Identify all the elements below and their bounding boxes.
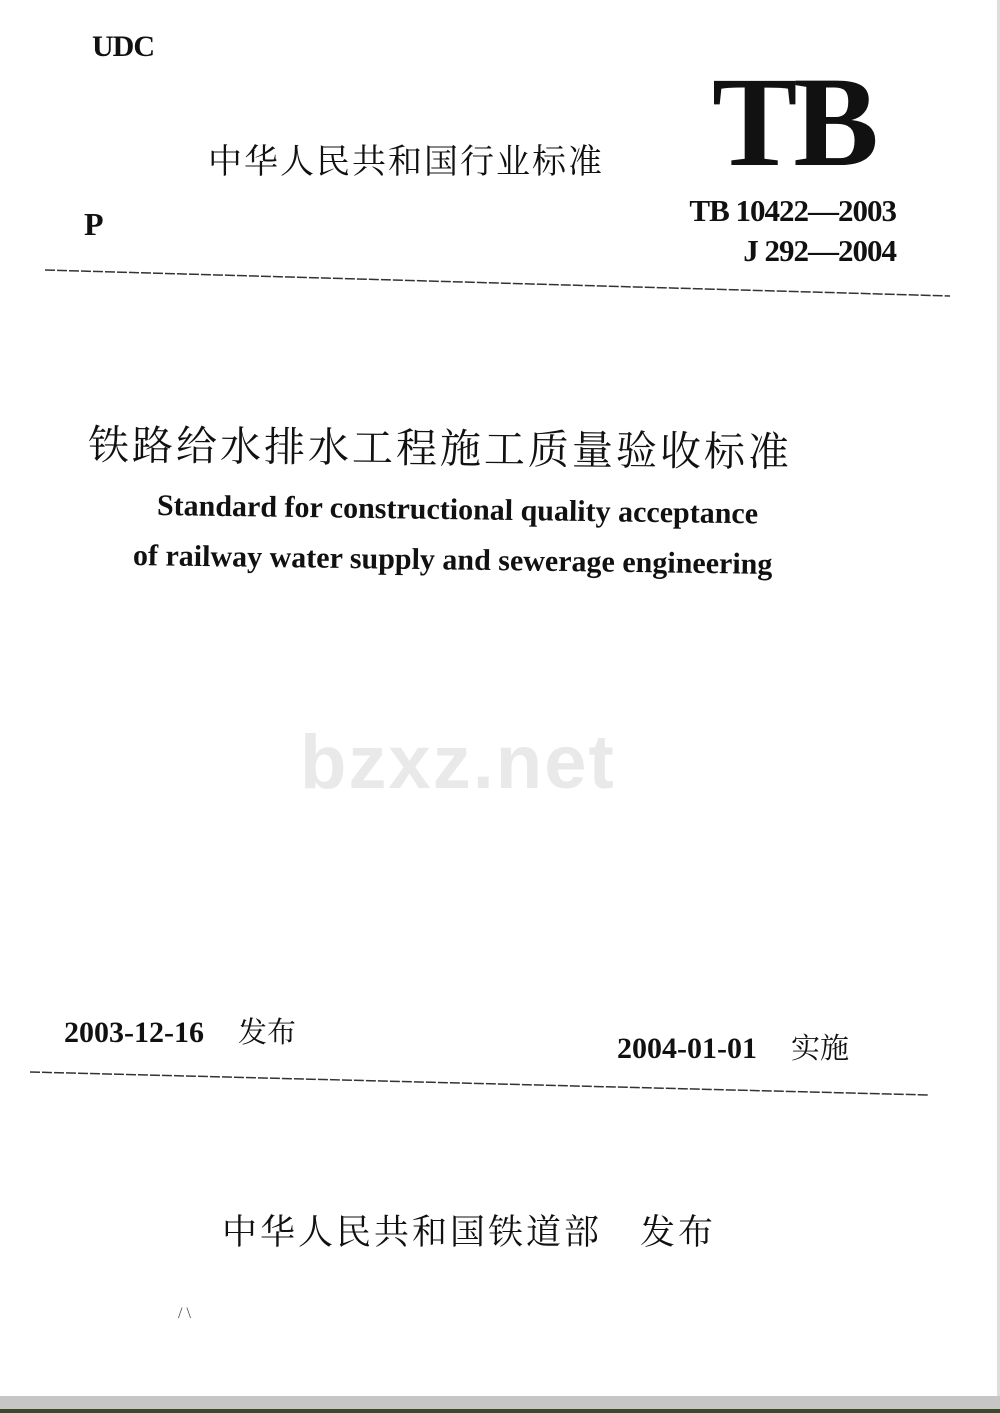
- classification-label: P: [84, 206, 104, 242]
- watermark: bzxz.net: [300, 720, 616, 805]
- background-strip: [0, 1409, 1000, 1413]
- title-english-line1: Standard for constructional quality acceptance: [156, 489, 759, 531]
- title-chinese: 铁路给水排水工程施工质量验收标准: [87, 421, 793, 477]
- page-mark: / \: [178, 1305, 191, 1322]
- issue-date-block: [64, 1014, 296, 1051]
- top-divider: [45, 270, 950, 296]
- issuer: 中华人民共和国铁道部: [222, 1213, 603, 1253]
- issuer-label: 发布: [640, 1213, 717, 1253]
- tb-logo: TB: [712, 51, 875, 193]
- bottom-divider: [30, 1072, 928, 1095]
- effective-label: 实施: [790, 1031, 849, 1065]
- issue-date: 2003-12-16: [64, 1016, 204, 1049]
- effective-date-block: [617, 1030, 849, 1067]
- effective-date: 2004-01-01: [617, 1032, 757, 1065]
- title-english-line2: of railway water supply and sewerage engineering: [132, 539, 773, 581]
- record-code: J 292—2004: [743, 233, 896, 268]
- issue-label: 发布: [237, 1015, 296, 1049]
- standard-code: TB 10422—2003: [689, 193, 896, 228]
- standard-category: 中华人民共和国行业标准: [208, 142, 604, 182]
- scroll-bar-area: [0, 1396, 1000, 1409]
- issuer-block: [222, 1212, 716, 1254]
- udc-label: UDC: [92, 30, 154, 63]
